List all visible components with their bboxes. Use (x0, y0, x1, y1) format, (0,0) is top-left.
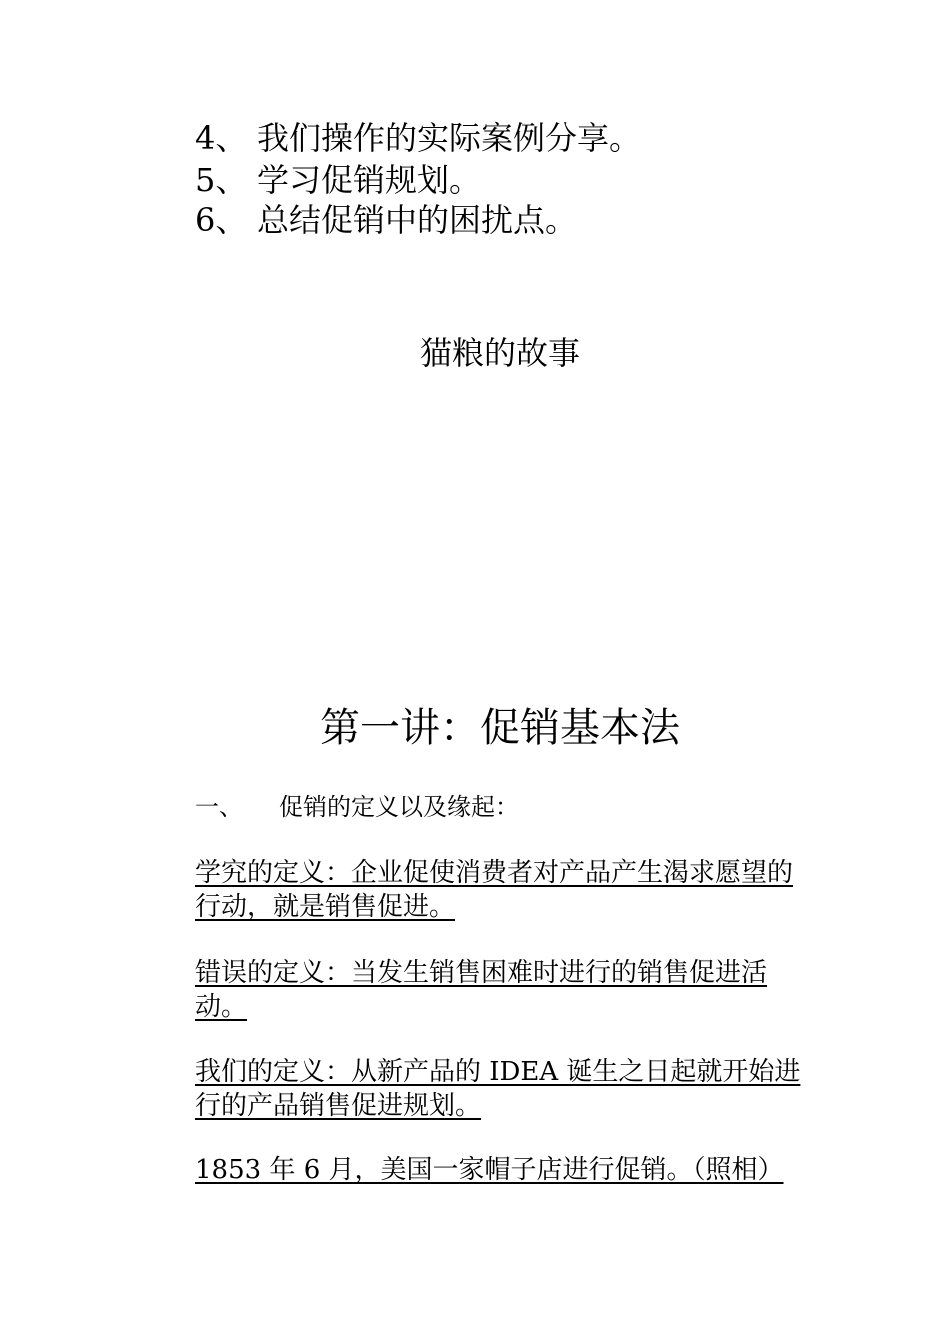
chapter-title: 第一讲：促销基本法 (320, 705, 680, 751)
history-paragraph: 1853 年 6 月，美国一家帽子店进行促销。（照相） (195, 1155, 784, 1185)
definition-paragraph: 我们的定义：从新产品的 IDEA 诞生之日起就开始进行的产品销售促进规划。 (195, 1057, 801, 1121)
list-text: 我们操作的实际案例分享。 (257, 119, 642, 157)
list-number: 6、 (195, 201, 248, 239)
section-heading (195, 790, 519, 824)
list-item (195, 160, 481, 200)
list-item (195, 200, 577, 240)
list-item (195, 118, 641, 158)
story-title: 猫粮的故事 (419, 334, 580, 372)
definition-paragraph: 错误的定义：当发生销售困难时进行的销售促进活动。 (195, 958, 768, 1022)
section-title: 促销的定义以及缘起： (279, 793, 519, 821)
list-text: 总结促销中的困扰点。 (257, 201, 578, 239)
section-number: 一、 (195, 793, 243, 821)
list-number: 4、 (195, 119, 248, 157)
definition-paragraph: 学究的定义：企业促使消费者对产品产生渴求愿望的行动，就是销售促进。 (195, 858, 794, 922)
list-text: 学习促销规划。 (257, 161, 482, 199)
list-number: 5、 (195, 161, 248, 199)
